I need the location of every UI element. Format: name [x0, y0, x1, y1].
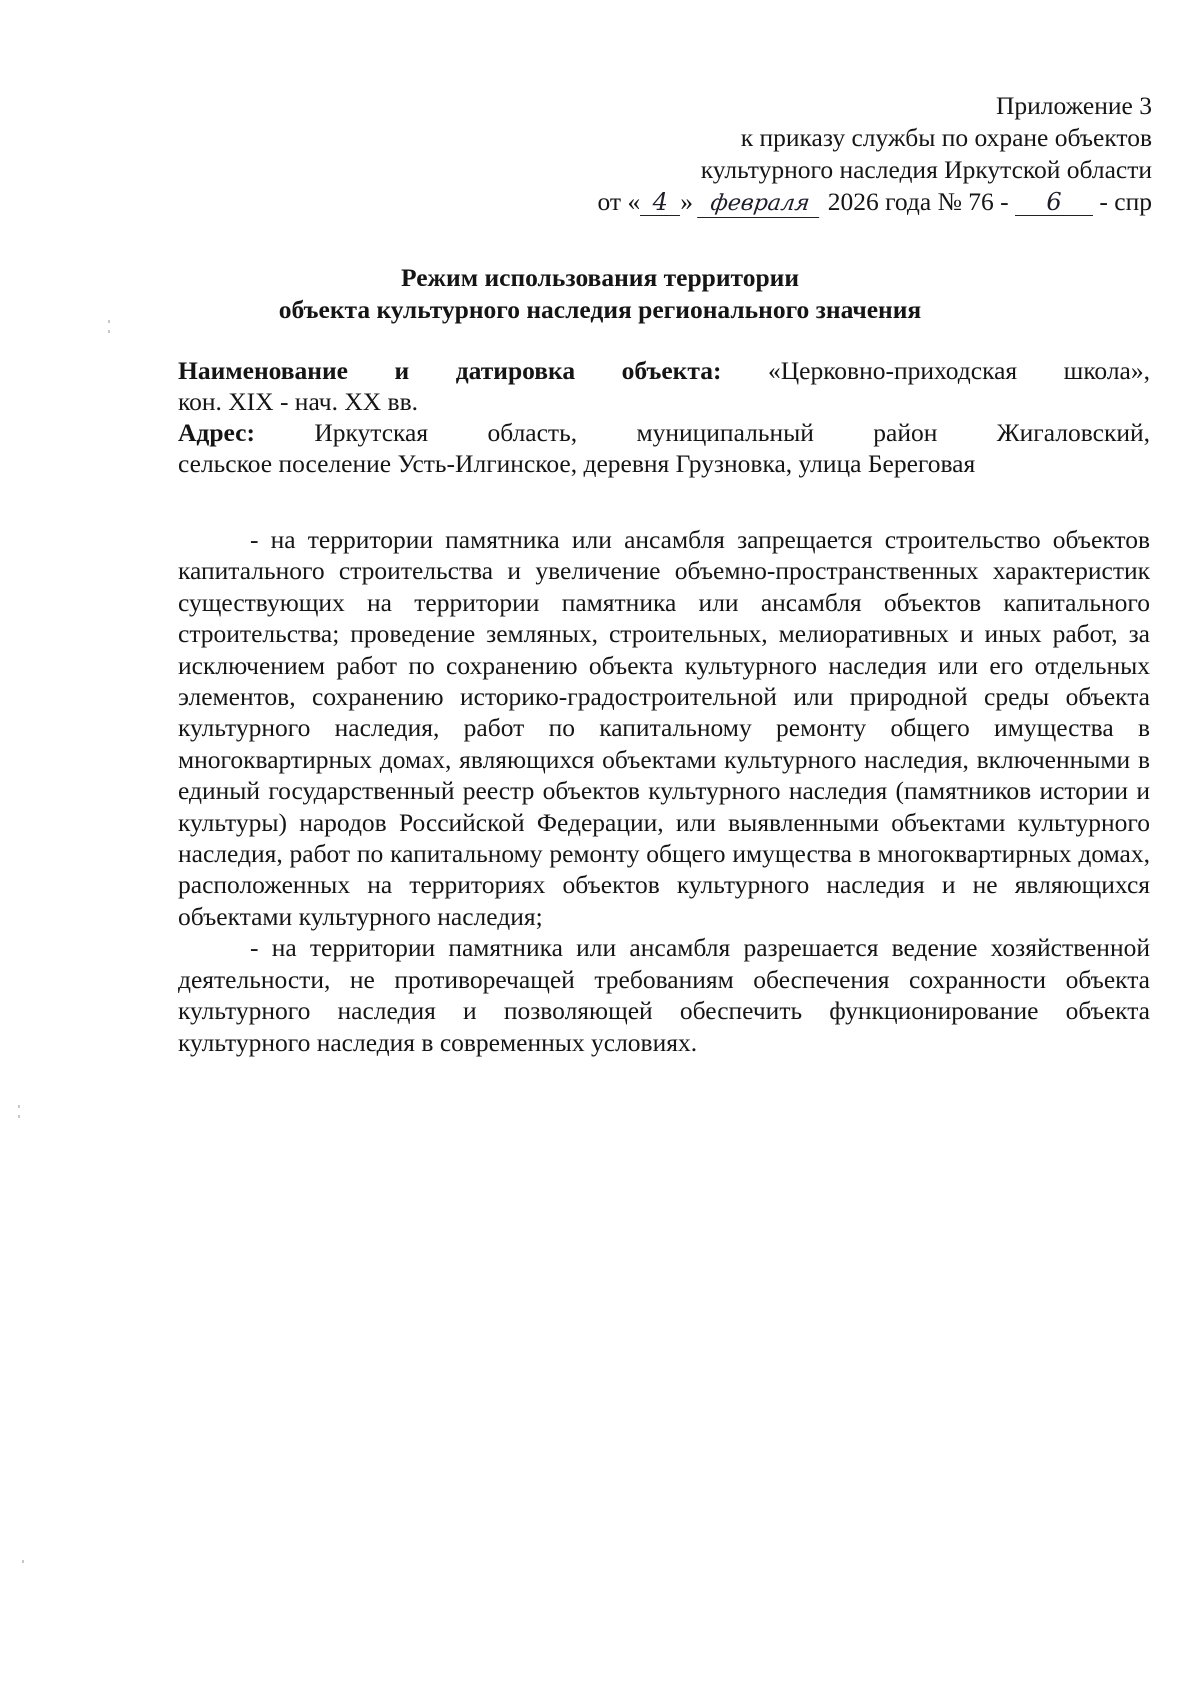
scan-speck [108, 330, 110, 333]
object-name-label: Наименование и датировка объекта: [178, 356, 722, 385]
date-prefix: от « [597, 187, 641, 216]
regime-text [178, 524, 1150, 1058]
handwritten-day: 4 [640, 189, 680, 216]
handwritten-order-number: 6 [1015, 189, 1093, 216]
annex-date-line [452, 186, 1152, 218]
object-info [178, 355, 1150, 479]
object-dating: кон. XIX - нач. XX вв. [178, 387, 418, 416]
permission-paragraph: - на территории памятника или ансамбля разрешается ведение хозяйственной деятельности, не противоречащей требованиям обеспечения сохранности объекта культурного наследия и позволяющей обеспечить функционирование объекта культурного наследия в современных условиях. [178, 933, 1150, 1057]
date-quote-close: » [680, 187, 693, 216]
scan-speck [18, 1105, 20, 1108]
address-label: Адрес: [178, 418, 255, 447]
object-name-value: «Церковно-приходская школа», [767, 356, 1150, 385]
annex-authority: культурного наследия Иркутской области [700, 155, 1152, 184]
document-title [0, 262, 1200, 326]
scan-speck [18, 1115, 20, 1118]
object-name-line [178, 355, 1150, 386]
address-value: Иркутская область, муниципальный район Жигаловский, [314, 418, 1151, 447]
handwritten-month: февраля [697, 191, 823, 218]
title-line-1: Режим использования территории [400, 263, 800, 292]
scan-speck [108, 320, 110, 323]
object-address-line [178, 417, 1150, 448]
prohibition-paragraph: - на территории памятника или ансамбля запрещается строительство объектов капитального строительства и увеличение объемно-пространственных характеристик существующих на территории памятника или ансамбля объектов капитального строительства; проведение земляных, строительных, мелиоративных и иных работ, за исключением работ по сохранению объекта культурного наследия или его отдельных элементов, сохранению историко-градостроительной или природной среды объекта культурного наследия, работ по капитальному ремонту общего имущества в многоквартирных домах, являющихся объектами культурного наследия, включенными в единый государственный реестр объектов культурного наследия (памятников истории и культуры) народов Российской Федерации, или выявленными объектами культурного наследия, работ по капитальному ремонту общего имущества в многоквартирных домах, расположенных на территориях объектов культурного наследия и не являющихся объектами культурного наследия; [178, 525, 1150, 931]
order-suffix: - спр [1099, 187, 1152, 216]
title-line-2: объекта культурного наследия регионального значения [278, 295, 922, 324]
address-value-continued: сельское поселение Усть-Илгинское, деревня Грузновка, улица Береговая [178, 449, 976, 478]
date-year-number: 2026 года № 76 - [827, 187, 1009, 216]
annex-title: Приложение 3 [996, 91, 1152, 120]
scan-speck [22, 1560, 24, 1563]
annex-order-ref: к приказу службы по охране объектов [740, 123, 1152, 152]
annex-header [452, 90, 1152, 218]
